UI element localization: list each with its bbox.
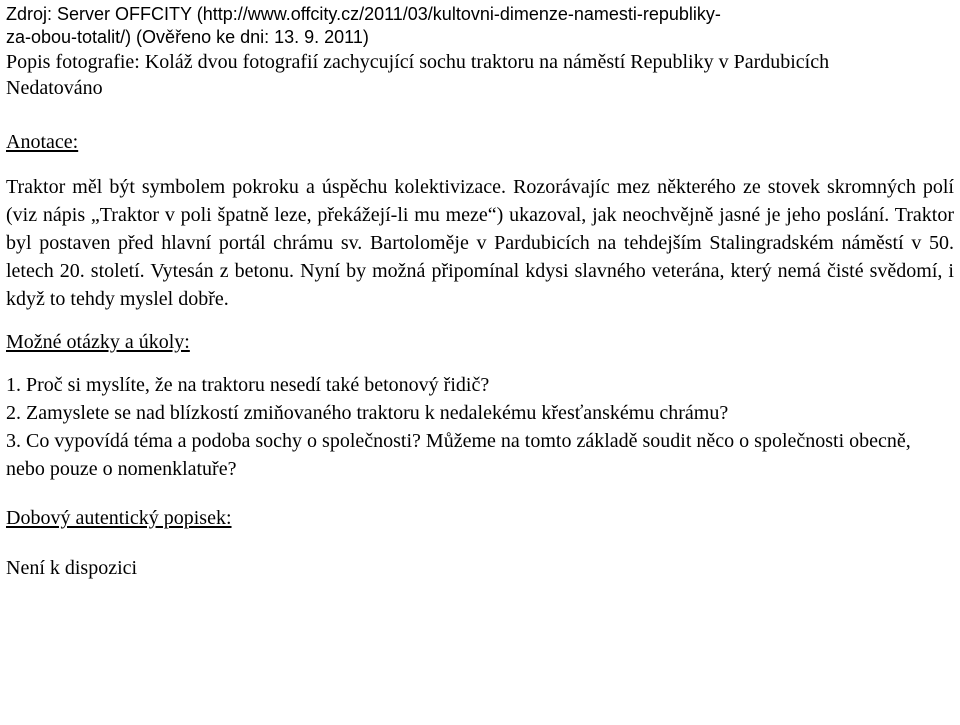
source-citation [6, 3, 954, 49]
caption-text: Není k dispozici [6, 557, 138, 579]
question-item: 3. Co vypovídá téma a podoba sochy o společnosti? Můžeme na tomto základě soudit něco o společnosti obecně, nebo pouze o nomenklatuře? [6, 430, 911, 480]
photo-description: Popis fotografie: Koláž dvou fotografií zachycující sochu traktoru na náměstí Republiky v Pardubicích [6, 51, 830, 73]
questions-list [6, 371, 954, 483]
source-line: Zdroj: Server OFFCITY (http://www.offcity.cz/2011/03/kultovni-dimenze-namesti-republiky- [6, 4, 721, 24]
document-page [6, 0, 954, 581]
annotation-text: Traktor měl být symbolem pokroku a úspěchu kolektivizace. Rozorávajíc mez některého ze stovek skromných polí (viz nápis „Traktor v poli špatně leze, překážejí-li mu meze“) ukazoval, jak neochvějně jasné je jeho poslání. Traktor byl postaven před hlavní portál chrámu sv. Bartoloměje v Pardubicích na tehdejším Stalingradském náměstí v 50. letech 20. století. Vytesán z betonu. Nyní by možná připomínal kdysi slavného veterána, který nemá čisté svědomí, i když to tehdy myslel dobře. [6, 176, 954, 310]
questions-heading: Možné otázky a úkoly: [6, 331, 190, 353]
date-note: Nedatováno [6, 77, 103, 99]
caption-heading: Dobový autentický popisek: [6, 507, 232, 529]
question-item: 2. Zamyslete se nad blízkostí zmiňovaného traktoru k nedalekému křesťanskému chrámu? [6, 402, 729, 424]
question-item: 1. Proč si myslíte, že na traktoru nesedí také betonový řidič? [6, 374, 490, 396]
annotation-heading: Anotace: [6, 131, 79, 153]
source-line: za-obou-totalit/) (Ověřeno ke dni: 13. 9. 2011) [6, 27, 369, 47]
